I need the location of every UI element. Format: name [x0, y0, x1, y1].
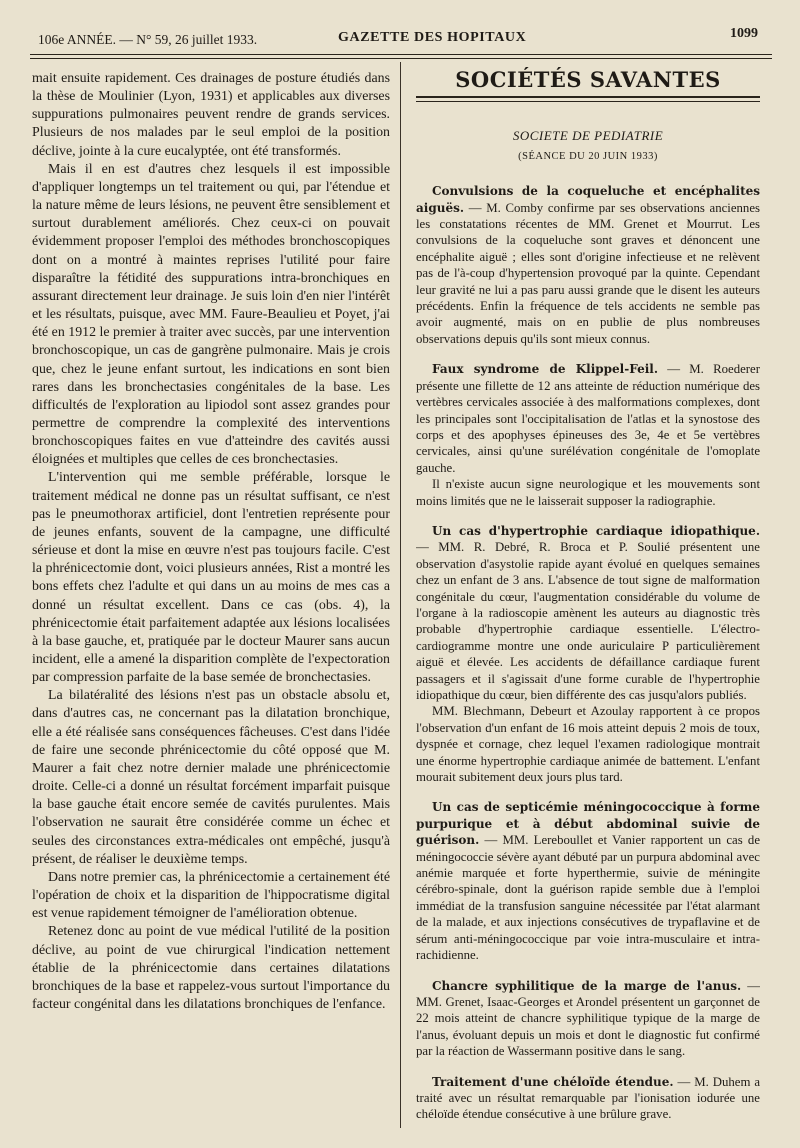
report-text: — M. Roederer présente une fillette de 12 ans atteinte de réduction numérique des vertèbres cervicales associée à des malformations complexes, dont les principales sont l'occipitalisation de l'atlas et la synostose des corps et des apophyses épineuses des 3e, 4e et 5e vertèbres cervicales, ainsi qu'une surélévation congénitale de l'omoplate gauche. [416, 362, 760, 475]
report-title: Un cas de septicémie méningococcique à forme purpurique et à début abdominal suivie de guérison. [416, 800, 760, 848]
report-title: Un cas d'hypertrophie cardiaque idiopathique. [432, 523, 760, 538]
page-number: 1099 [730, 26, 758, 41]
page-header [30, 18, 772, 60]
report-title: Convulsions de la coqueluche et encéphalites aiguës. [416, 184, 760, 215]
report-item [416, 799, 760, 963]
society-name: SOCIETE DE PEDIATRIE [512, 128, 664, 144]
left-column [32, 70, 390, 1125]
journal-title: GAZETTE DES HOPITAUX [338, 30, 527, 45]
report-title: Traitement d'une chéloïde étendue. [432, 1074, 674, 1089]
title-rule-thin [416, 101, 760, 102]
section-title: SOCIÉTÉS SAVANTES [455, 67, 721, 92]
report-title: Chancre syphilitique de la marge de l'anus. [432, 978, 742, 993]
column-divider [400, 62, 401, 1128]
report-item [416, 978, 760, 1060]
report-text-extra: Il n'existe aucun signe neurologique et les mouvements sont moins limités que ne le laisserait supposer la radiographie. [416, 477, 760, 508]
report-text: — MM. Lereboullet et Vanier rapportent un cas de méningococcie sévère ayant débuté par un purpura abdominal avec anémie marquée et forte hyperthermie, suivie de méningite cérébro-spinale, dont la guérison rapide semble due à l'emploi immédiat de la transfusion sanguine nécessitée par l'état alarmant de la malade, et aux injections consécutives de trypaflavine et de sérum anti-méningococcique par voie intra-musculaire et intra-rachidienne. [416, 833, 760, 963]
right-column [416, 62, 760, 1128]
header-rule [30, 54, 772, 55]
report-text: — MM. R. Debré, R. Broca et P. Soulié présentent une observation d'asystolie rapide ayant évolué en quelques semaines chez un enfant de 3 ans. L'absence de tout signe de malformation congénitale du cœur, l'augmentation considérable du volume de l'organe à la radioscopie amènent les auteurs au diagnostic très probable d'hypertrophie cardiaque essentielle. L'électro-cardiogramme montre une onde auriculaire P particulièrement aiguë et élevée. Les accidents de défaillance cardiaque furent passagers et il s'agissait d'une forme curable de l'hypertrophie idiopathique du cœur, bien différente des cas jusqu'alors publiés. [416, 540, 760, 702]
report-text-extra: MM. Blechmann, Debeurt et Azoulay rapportent à ce propos l'observation d'un enfant de 16 mois atteint depuis 2 mois de toux, dyspnée et cornage, chez lequel l'examen radiologique montrait une énorme hypertrophie cardiaque animée de battement. L'enfant mourait subitement deux jours plus tard. [416, 704, 760, 785]
header-rule-thin [30, 58, 772, 59]
paragraph: L'intervention qui me semble préférable, lorsque le traitement médical ne donne pas un résultat suffisant, ce n'est pas le pneumothorax artificiel, dont l'entretien représente pour de jeunes enfants, souvent de la campagne, une difficulté sérieuse et dont la mise en œuvre n'est pas toujours facile. C'est la phrénicectomie dont, voici plusieurs années, Rist a montré les bons effets chez l'adulte et qui dans un au moins de mes cas a donné un résultat excellent. Dans ce cas (obs. 4), la phrénicectomie était parfaitement adaptée aux lésions localisées à la base gauche, et, pratiquée par le docteur Maurer sans aucun incident, elle a amené la disparition complète de l'expectoration par compression parfaite de la base semée de bronchectasies. [32, 470, 390, 686]
report-item [416, 183, 760, 347]
report-text: — M. Comby confirme par ses observations anciennes les constatations récentes de MM. Grenet et Mourrut. Les convulsions de la coqueluche sont graves et dénoncent une encéphalite aiguë ; elles sont d'origine infectieuse et ne relèvent pas de l'à-coup d'hypertension provoqué par la quinte. Cependant leur gravité ne lui a pas paru aussi grande que le disent les auteurs précédents. Enfin la fréquence de tels accidents ne semble pas avoir augmenté, mais on en publie de plus nombreuses observations depuis qu'ils sont mieux connus. [416, 200, 760, 346]
paragraph: Dans notre premier cas, la phrénicectomie a certainement été l'opération de choix et la disparition de l'hippocratisme digital est venue rapidement témoigner de l'amélioration obtenue. [32, 869, 390, 922]
report-text: — M. Duhem a traité avec un résultat remarquable par l'ionisation iodurée une chéloïde étendue consécutive à une brûlure grave. [416, 1074, 760, 1122]
report-text: — MM. Grenet, Isaac-Georges et Arondel présentent un garçonnet de 22 mois atteint de chancre syphilitique typique de la marge de l'anus, évoluant depuis un mois et dont le diagnostic fut confirmé par la réaction de Wassermann positive dans le sang. [416, 978, 760, 1059]
issue-info: 106e ANNÉE. — N° 59, 26 juillet 1933. [38, 32, 258, 47]
paragraph: Retenez donc au point de vue médical l'utilité de la position déclive, au point de vue chirurgical l'indication nettement établie de la phrénicectomie dans certaines dilatations bronchiques de la base et rappelez-vous surtout l'importance du facteur congénital dans les dilatations bronchiques de l'enfance. [32, 924, 390, 1012]
report-item [416, 1074, 760, 1123]
report-item [416, 523, 760, 786]
paragraph: mait ensuite rapidement. Ces drainages de posture étudiés dans la thèse de Moulinier (Lyon, 1931) et applicables aux diverses suppurations pulmonaires peuvent rendre de grands services. Plusieurs de nos malades par le seul emploi de la position déclive, jointe à la cure eucalyptée, ont été transformés. [32, 71, 390, 159]
paragraph: La bilatéralité des lésions n'est pas un obstacle absolu et, dans d'autres cas, ne concernant pas la dilatation bronchique, elle a été réalisée sans conséquences fâcheuses. C'est dans l'idée de faire une seconde phrénicectomie du côté opposé que M. Maurer a fait chez notre dernier malade une phrénicectomie droite. Celle-ci a donné un résultat forcément imparfait puisque la base gauche était encore semée de cavités purulentes. Mais l'observation ne saurait être considérée comme un échec et seules des circonstances extra-médicales ont empêché, jusqu'à présent, de réaliser le deuxième temps. [32, 688, 390, 867]
paragraph: Mais il en est d'autres chez lesquels il est impossible d'appliquer longtemps un tel traitement ou qui, par l'étendue et la nature même de leurs lésions, ne peuvent être sensiblement et surtout durablement améliorés. Chez ceux-ci on pouvait évidemment proposer l'emploi des méthodes bronchoscopiques dont on a montré à maintes reprises l'utilité pour faire disparaître la fétidité des suppurations intra-bronchiques en assurant directement leur drainage. Je suis loin d'en nier l'intérêt et les résultats, puisque, avec MM. Faure-Beaulieu et Poyet, j'ai été en 1912 le premier à traiter avec succès, par une intervention bronchoscopique, un cas de gangrène pulmonaire. Mais je crois que, chez le jeune enfant surtout, les indications en sont bien rares dans les bronchectasies congénitales de la base. Les difficultés de l'exploration au lipiodol sont assez grandes pour permettre de comprendre la complexité des interventions bronchoscopiques faites en vue d'atteindre des cavités aussi éloignées et multiples que celles de ces bronchectasies. [32, 161, 390, 468]
report-item [416, 361, 760, 509]
report-title: Faux syndrome de Klippel-Feil. [432, 362, 658, 377]
title-rule [416, 96, 760, 98]
session-date: (SÉANCE DU 20 JUIN 1933) [518, 150, 658, 162]
